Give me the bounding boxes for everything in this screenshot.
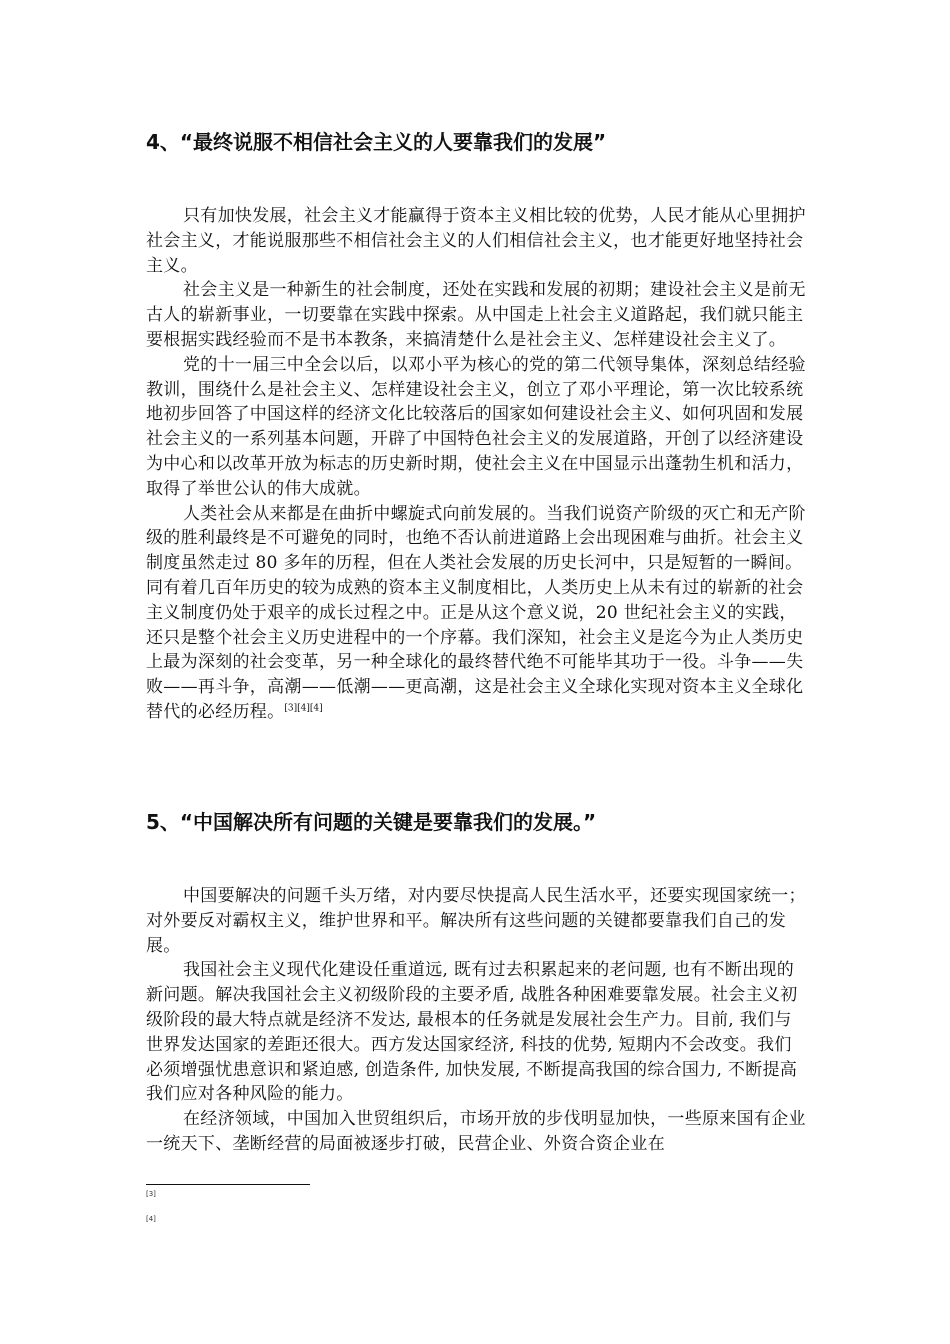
footnote-reference[interactable]: [3][4][4] [284, 703, 323, 714]
paragraph: 社会主义是一种新生的社会制度，还处在实践和发展的初期；建设社会主义是前无古人的崭新事业，一切要靠在实践中探索。从中国走上社会主义道路起，我们就只能主要根据实践经验而不是书本教条，来搞清楚什么是社会主义、怎样建设社会主义了。 [146, 280, 806, 350]
footnote-3: [3] [146, 1190, 156, 1198]
paragraph: 只有加快发展，社会主义才能赢得于资本主义相比较的优势，人民才能从心里拥护社会主义，才能说服那些不相信社会主义的人们相信社会主义，也才能更好地坚持社会主义。 [146, 206, 806, 276]
footnote-separator [146, 1184, 310, 1185]
paragraph [146, 502, 806, 725]
paragraph: 我国社会主义现代化建设任重道远, 既有过去积累起来的老问题, 也有不断出现的新问题。解决我国社会主义初级阶段的主要矛盾, 战胜各种困难要靠发展。社会主义初级阶段的最大特点就是经济不发达, 最根本的任务就是发展社会生产力。目前, 我们与世界发达国家的差距还很大。西方发达国家经济, 科技的优势, 短期内不会改变。我们必须增强忧患意识和紧迫感, 创造条件, 加快发展, 不断提高我国的综合国力, 不断提高我们应对各种风险的能力。 [146, 960, 798, 1105]
paragraph-text: 人类社会从来都是在曲折中螺旋式向前发展的。当我们说资产阶级的灭亡和无产阶级的胜利最终是不可避免的同时，也绝不否认前进道路上会出现困难与曲折。社会主义制度虽然走过 80 多年的历程，但在人类社会发展的历史长河中，只是短暂的一瞬间。同有着几百年历史的较为成熟的资本主义制度相比，人类历史上从未有过的崭新的社会主义制度仍处于艰辛的成长过程之中。正是从这个意义说，20 世纪社会主义的实践，还只是整个社会主义历史进程中的一个序幕。我们深知，社会主义是迄今为止人类历史上最为深刻的社会变革，另一种全球化的最终替代绝不可能毕其功于一役。斗争——失败——再斗争，高潮——低潮——更高潮，这是社会主义全球化实现对资本主义全球化替代的必经历程。 [146, 503, 806, 722]
section-4-heading: 4、“最终说服不相信社会主义的人要靠我们的发展” [146, 130, 607, 154]
section-5-heading: 5、“中国解决所有问题的关键是要靠我们的发展。” [146, 810, 597, 834]
footnote-4: [4] [146, 1215, 156, 1223]
paragraph: 党的十一届三中全会以后，以邓小平为核心的党的第二代领导集体，深刻总结经验教训，围绕什么是社会主义、怎样建设社会主义，创立了邓小平理论，第一次比较系统地初步回答了中国这样的经济文化比较落后的国家如何建设社会主义、如何巩固和发展社会主义的一系列基本问题，开辟了中国特色社会主义的发展道路，开创了以经济建设为中心和以改革开放为标志的历史新时期，使社会主义在中国显示出蓬勃生机和活力，取得了举世公认的伟大成就。 [146, 354, 806, 499]
section-5-body [146, 884, 806, 1157]
section-4-body [146, 204, 806, 725]
paragraph: 在经济领域，中国加入世贸组织后，市场开放的步伐明显加快，一些原来国有企业一统天下、垄断经营的局面被逐步打破，民营企业、外资合资企业在 [146, 1109, 806, 1154]
paragraph: 中国要解决的问题千头万绪，对内要尽快提高人民生活水平，还要实现国家统一；对外要反对霸权主义，维护世界和平。解决所有这些问题的关键都要靠我们自己的发展。 [146, 886, 806, 956]
